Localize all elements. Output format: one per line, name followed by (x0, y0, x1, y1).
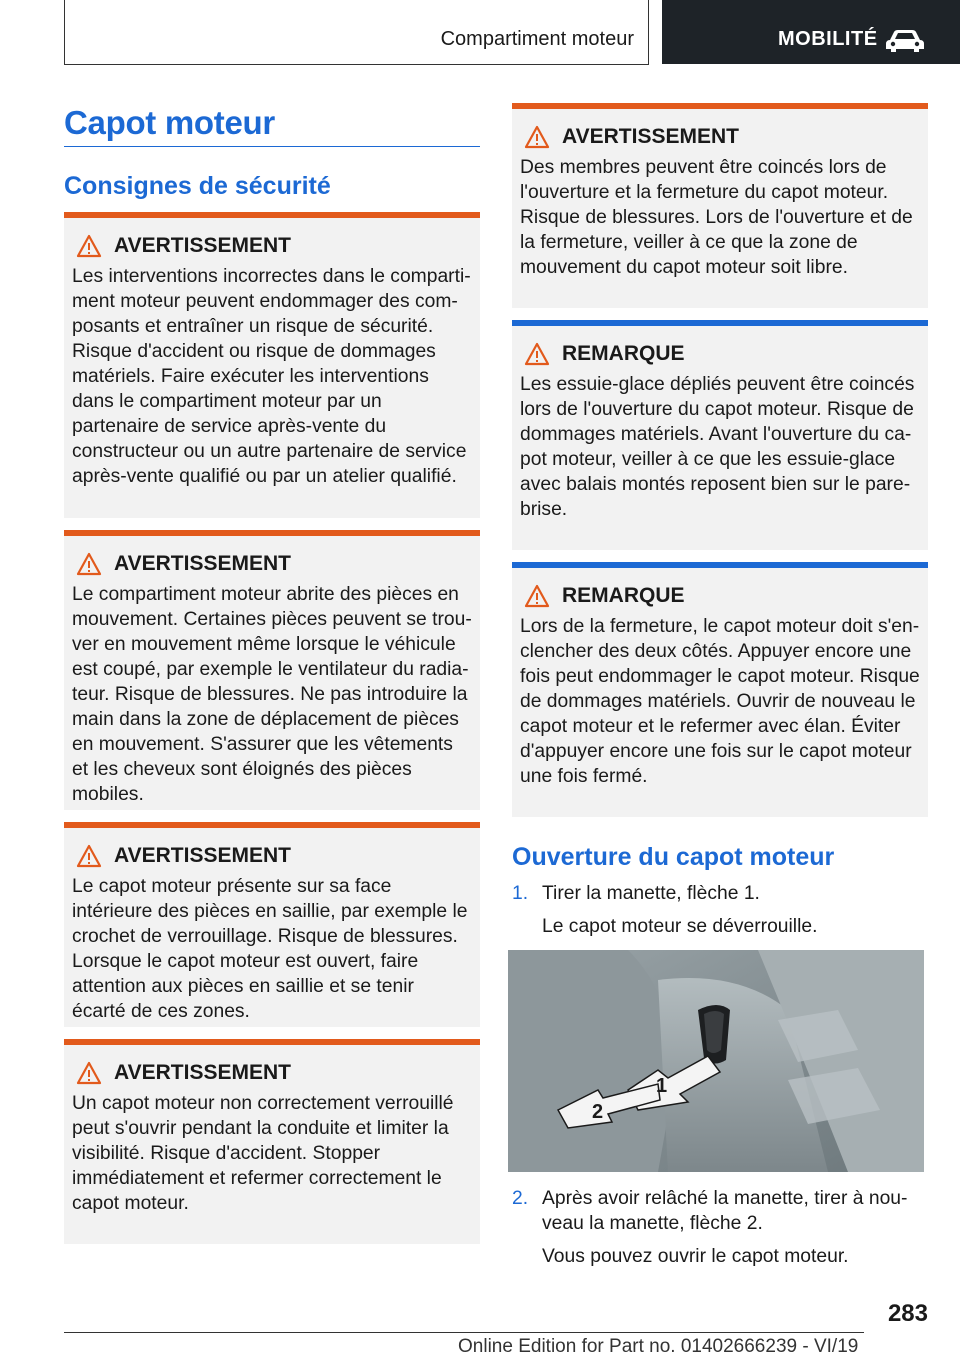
arrow-1-label: 1 (656, 1075, 668, 1097)
section-heading-opening: Ouverture du capot moteur (512, 843, 835, 871)
header-section-title: Compartiment moteur (440, 28, 634, 50)
header-chapter-label: MOBILITÉ (778, 28, 878, 50)
step-result: Vous pouvez ouvrir le capot moteur. (542, 1246, 849, 1267)
step-2 (512, 1186, 928, 1269)
header-bottom-rule (64, 64, 648, 65)
step-number: 2. (512, 1188, 529, 1209)
note-box (512, 320, 928, 550)
warning-triangle-icon (76, 234, 102, 258)
note-box (512, 562, 928, 817)
hood-release-illustration (508, 950, 924, 1172)
footer-rule (64, 1332, 864, 1333)
warning-triangle-icon (76, 552, 102, 576)
warning-text: Le compartiment moteur abrite des pièces en mouvement. Certaines pièces peuvent se trouver en mouvement même lorsque le véhicule est coupé, par exemple le ventilateur du radiateur. Risque de blessures. Ne pas introduire la main dans la zone de déplacement de pièces en mouvement. S'assurer que les vêtements et les cheveux sont éloignés des pièces mobiles. (72, 584, 472, 805)
warning-triangle-icon (76, 1061, 102, 1085)
header-chapter-tab[interactable] (662, 0, 960, 64)
step-instruction: Tirer la manette, flèche 1. (542, 883, 760, 904)
page-title: Capot moteur (64, 104, 275, 141)
warning-title: AVERTISSEMENT (114, 234, 291, 257)
warning-box (64, 212, 480, 518)
section-heading-safety: Consignes de sécurité (64, 172, 331, 200)
warning-title: AVERTISSEMENT (114, 1061, 291, 1084)
step-result: Le capot moteur se déverrouille. (542, 916, 818, 937)
step-1 (512, 881, 928, 939)
warning-box (64, 530, 480, 810)
warning-title: AVERTISSEMENT (114, 844, 291, 867)
note-title: REMARQUE (562, 584, 685, 607)
warning-title: AVERTISSEMENT (562, 125, 739, 148)
warning-text: Un capot moteur non correctement verrouillé peut s'ouvrir pendant la conduite et limiter la visibilité. Risque d'accident. Stopper immédiatement et refermer correctement le capot moteur. (72, 1093, 454, 1214)
title-underline (64, 146, 480, 147)
header-separator (648, 0, 649, 65)
note-text: Lors de la fermeture, le capot moteur doit s'enclencher des deux côtés. Appuyer encore une fois peut endommager le capot moteur. Risque de dommages matériels. Ouvrir de nouveau le capot moteur et le refermer avec élan. Éviter d'appuyer encore une fois sur le capot moteur une fois fermé. (520, 616, 920, 787)
warning-text: Le capot moteur présente sur sa face intérieure des pièces en saillie, par exemple le crochet de verrouillage. Risque de blessures. Lorsque le capot moteur est ouvert, faire attention aux pièces en saillie et se tenir écarté de ces zones. (72, 876, 468, 1022)
warning-box (512, 103, 928, 308)
page-number: 283 (887, 1300, 928, 1327)
note-title: REMARQUE (562, 342, 685, 365)
caution-triangle-icon (524, 584, 550, 608)
car-icon (884, 28, 926, 52)
warning-title: AVERTISSEMENT (114, 552, 291, 575)
step-number: 1. (512, 883, 529, 904)
warning-box (64, 1039, 480, 1244)
step-instruction: Après avoir relâché la manette, tirer à nouveau la manette, flèche 2. (542, 1188, 908, 1234)
note-text: Les essuie-glace dépliés peuvent être coincés lors de l'ouverture du capot moteur. Risque de dommages matériels. Avant l'ouverture du capot moteur, veiller à ce que les essuie-glace avec balais montés reposent bien sur le pare-brise. (520, 374, 915, 520)
edition-info: Online Edition for Part no. 01402666239 - VI/19 (458, 1336, 859, 1357)
warning-box (64, 822, 480, 1027)
warning-text: Les interventions incorrectes dans le compartiment moteur peuvent endommager des composants et entraîner un risque de sécurité. Risque d'accident ou risque de dommages matériels. Faire exécuter les interventions dans le compartiment moteur par un partenaire de service après-vente du constructeur ou un autre partenaire de service après-vente qualifié ou par un atelier qualifié. (72, 266, 471, 487)
warning-triangle-icon (76, 844, 102, 868)
warning-text: Des membres peuvent être coincés lors de l'ouverture et la fermeture du capot moteur. Risque de blessures. Lors de l'ouverture et de la fermeture, veiller à ce que la zone de mouvement du capot moteur soit libre. (520, 157, 913, 278)
header-left-rule (64, 0, 65, 64)
warning-triangle-icon (524, 125, 550, 149)
hood-release-lever-figure (508, 950, 924, 1172)
arrow-2-label: 2 (592, 1101, 604, 1123)
caution-triangle-icon (524, 342, 550, 366)
